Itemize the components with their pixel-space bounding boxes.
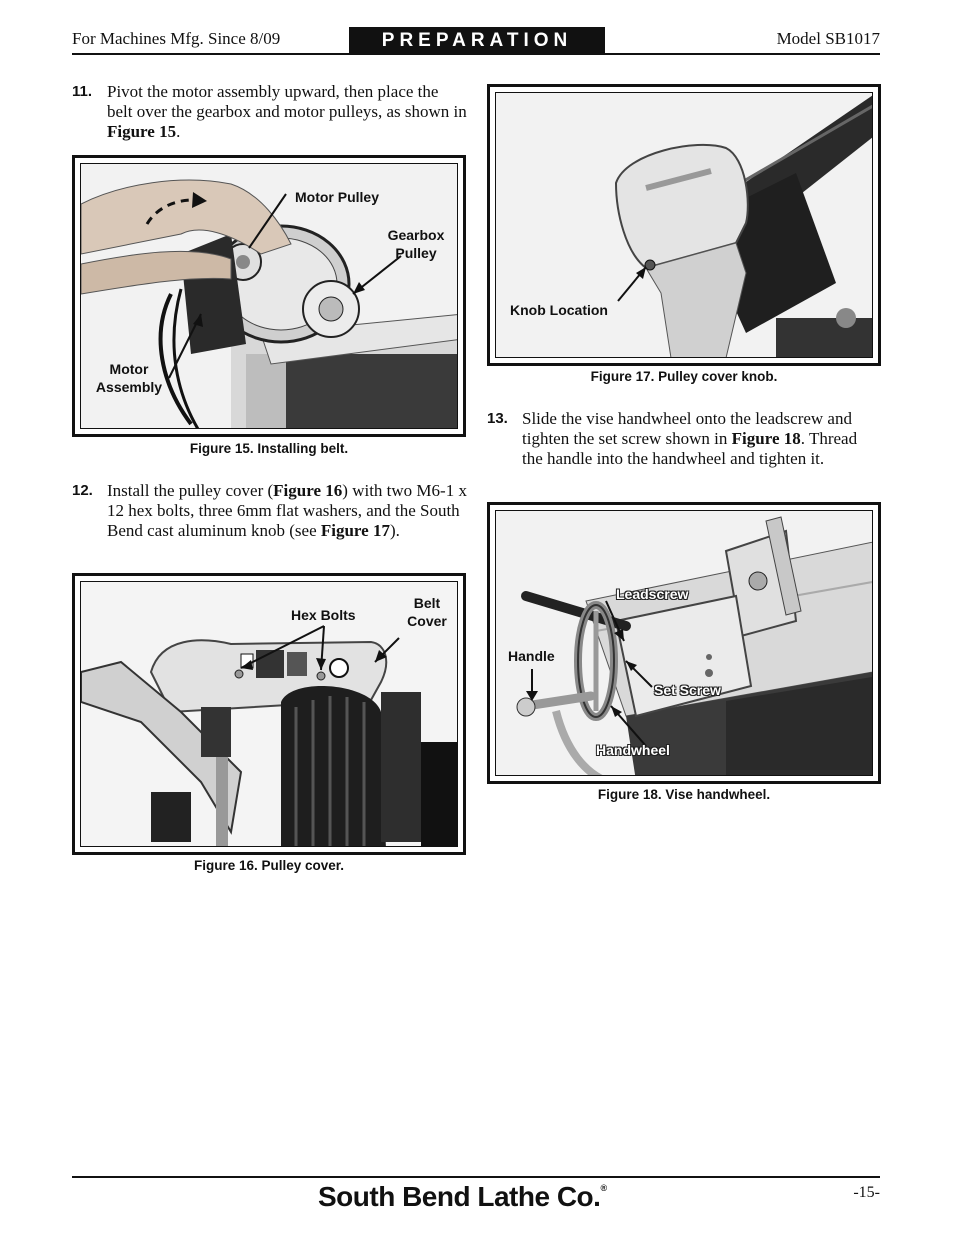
label-line: Pulley bbox=[395, 245, 437, 261]
figure-16-caption: Figure 16. Pulley cover. bbox=[193, 858, 345, 873]
step-number: 12. bbox=[72, 482, 93, 499]
step-text-part: ) with two M6-1 x 12 hex bolts, three 6mm flat washers, and the South Bend cast aluminum knob (see bbox=[107, 481, 467, 540]
figure-17 bbox=[487, 84, 881, 366]
figure-ref[interactable]: Figure 16 bbox=[273, 481, 343, 500]
label-knob-location: Knob Location bbox=[510, 302, 608, 318]
label-handle: Handle bbox=[508, 648, 555, 664]
label-line: Assembly bbox=[95, 379, 163, 395]
step-number: 13. bbox=[487, 410, 508, 427]
page-number: -15- bbox=[853, 1184, 880, 1201]
registered-mark: ® bbox=[600, 1183, 607, 1193]
label-line: Gearbox bbox=[387, 227, 445, 243]
label-motor-pulley: Motor Pulley bbox=[295, 189, 380, 205]
step-text bbox=[522, 409, 882, 469]
step-11 bbox=[72, 82, 472, 144]
label-line: Motor bbox=[109, 361, 149, 377]
step-text-part: . Thread the handle into the handwheel and tighten it. bbox=[522, 429, 858, 468]
step-number: 11. bbox=[72, 83, 93, 100]
figure-17-caption: Figure 17. Pulley cover knob. bbox=[590, 369, 778, 384]
label-line: Cover bbox=[407, 613, 447, 629]
figure-18 bbox=[487, 502, 881, 784]
label-line: Belt bbox=[413, 595, 441, 611]
label-gearbox-pulley bbox=[386, 226, 446, 262]
header-machines-date: For Machines Mfg. Since 8/09 bbox=[72, 29, 281, 48]
step-text bbox=[107, 481, 469, 541]
figure-18-illustration bbox=[496, 511, 873, 776]
step-text-part: . bbox=[176, 122, 181, 141]
label-leadscrew: Leadscrew bbox=[616, 586, 689, 602]
header-rule bbox=[72, 53, 880, 55]
footer-rule bbox=[72, 1176, 880, 1178]
figure-15-caption: Figure 15. Installing belt. bbox=[189, 441, 349, 456]
figure-18-caption: Figure 18. Vise handwheel. bbox=[597, 787, 771, 802]
step-text-part: Slide the vise handwheel onto the leadscrew and tighten the set screw shown in bbox=[522, 409, 852, 448]
company-logo bbox=[318, 1181, 607, 1213]
figure-ref[interactable]: Figure 17 bbox=[320, 521, 390, 540]
label-set-screw: Set Screw bbox=[654, 682, 721, 698]
step-text-part: Pivot the motor assembly upward, then place the belt over the gearbox and motor pulleys, as shown in bbox=[107, 82, 467, 121]
figure-ref[interactable]: Figure 15 bbox=[107, 122, 177, 141]
figure-16 bbox=[72, 573, 466, 855]
figure-15-photo bbox=[80, 163, 458, 429]
step-text bbox=[107, 82, 467, 142]
figure-ref[interactable]: Figure 18 bbox=[731, 429, 801, 448]
section-title: PREPARATION bbox=[349, 27, 605, 55]
label-belt-cover bbox=[397, 594, 457, 630]
header-model: Model SB1017 bbox=[776, 29, 880, 48]
label-hex-bolts: Hex Bolts bbox=[291, 607, 356, 623]
step-13 bbox=[487, 409, 887, 491]
label-handwheel: Handwheel bbox=[596, 742, 670, 758]
figure-15 bbox=[72, 155, 466, 437]
figure-16-photo bbox=[80, 581, 458, 847]
step-text-part: Install the pulley cover ( bbox=[107, 481, 274, 500]
figure-17-photo bbox=[495, 92, 873, 358]
label-motor-assembly bbox=[89, 360, 169, 396]
figure-18-photo bbox=[495, 510, 873, 776]
step-text-part: ). bbox=[389, 521, 400, 540]
step-12 bbox=[72, 481, 472, 563]
logo-text: South Bend Lathe Co. bbox=[318, 1181, 601, 1212]
